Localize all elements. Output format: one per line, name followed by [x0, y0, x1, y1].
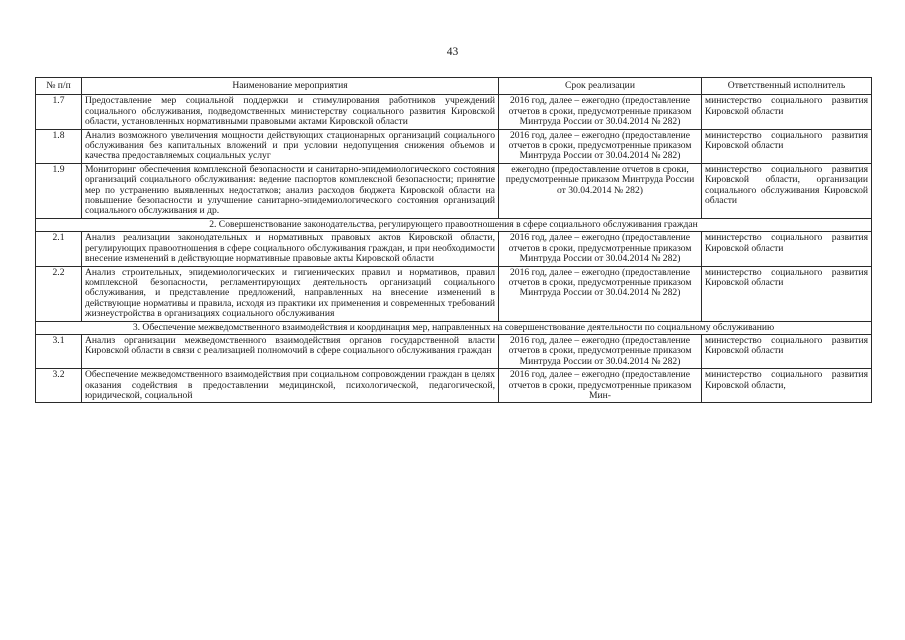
table-row	[36, 266, 872, 321]
row-responsible: министерство социального развития Кировской области	[702, 334, 872, 368]
header-action: Наименование мероприятия	[82, 78, 499, 95]
table-row	[36, 334, 872, 368]
table-header-row	[36, 78, 872, 95]
table-row	[36, 129, 872, 163]
page-number: 43	[446, 46, 459, 58]
table-row	[36, 232, 872, 266]
section-row	[36, 218, 872, 231]
table-row	[36, 163, 872, 218]
section-heading: 2. Совершенствование законодательства, регулирующего правоотношения в сфере социального обслуживания граждан	[36, 218, 872, 231]
row-num: 1.9	[36, 163, 82, 218]
table-row	[36, 95, 872, 129]
row-num: 3.1	[36, 334, 82, 368]
row-action: Анализ строительных, эпидемиологических и гигиенических правил и нормативов, правил комплексной безопасности, регламентирующих деятельность организаций социального обслуживания, и представление предложений, направленных на внесение изменений в действующие нормативы и правила, исходя из практики их применения и современных требований жизнеустройства в организациях социального обслуживания	[82, 266, 499, 321]
row-responsible: министерство социального развития Кировской области	[702, 129, 872, 163]
row-responsible: министерство социального развития Кировской области, организации социального обслуживания Кировской области	[702, 163, 872, 218]
header-num: № п/п	[36, 78, 82, 95]
row-responsible: министерство социального развития Кировской области	[702, 266, 872, 321]
row-term: 2016 год, далее – ежегодно (предоставление отчетов в сроки, предусмотренные приказом Минтруда России от 30.04.2014 № 282)	[499, 266, 702, 321]
row-action: Мониторинг обеспечения комплексной безопасности и санитарно-эпидемиологического состояния организаций социального обслуживания: ведение паспортов комплексной безопасности; принятие мер по устранению выявленных недостатков; анализ расходов бюджета Кировской области на повышение безопасности и улучшение санитарно-эпидемиологического состояния организаций социального обслуживания и др.	[82, 163, 499, 218]
header-responsible: Ответственный исполнитель	[702, 78, 872, 95]
row-num: 2.1	[36, 232, 82, 266]
row-term: 2016 год, далее – ежегодно (предоставление отчетов в сроки, предусмотренные приказом Минтруда России от 30.04.2014 № 282)	[499, 95, 702, 129]
measures-table	[35, 77, 872, 403]
row-term: 2016 год, далее – ежегодно (предоставление отчетов в сроки, предусмотренные приказом Минтруда России от 30.04.2014 № 282)	[499, 334, 702, 368]
row-action: Анализ реализации законодательных и нормативных правовых актов Кировской области, регулирующих правоотношения в сфере социального обслуживания граждан, и при необходимости внесение изменений в действующие нормативные правовые акты Кировской области	[82, 232, 499, 266]
section-heading: 3. Обеспечение межведомственного взаимодействия и координация мер, направленных на совершенствование деятельности по социальному обслуживанию	[36, 321, 872, 334]
row-action: Обеспечение межведомственного взаимодействия при социальном сопровождении граждан в целях оказания содействия в предоставлении медицинской, психологической, педагогической, юридической, социальной	[82, 369, 499, 403]
row-term: ежегодно (предоставление отчетов в сроки, предусмотренные приказом Минтруда России от 30.04.2014 № 282)	[499, 163, 702, 218]
row-term: 2016 год, далее – ежегодно (предоставление отчетов в сроки, предусмотренные приказом Минтруда России от 30.04.2014 № 282)	[499, 129, 702, 163]
row-num: 3.2	[36, 369, 82, 403]
table-row	[36, 369, 872, 403]
header-term: Срок реализации	[499, 78, 702, 95]
section-row	[36, 321, 872, 334]
row-action: Анализ организации межведомственного взаимодействия органов государственной власти Кировской области в связи с реализацией полномочий в сфере социального обслуживания граждан	[82, 334, 499, 368]
row-num: 1.7	[36, 95, 82, 129]
row-action: Предоставление мер социальной поддержки и стимулирования работников учреждений социального обслуживания, подведомственных министерству социального развития Кировской области, установленных нормативными правовыми актами Кировской области	[82, 95, 499, 129]
row-term: 2016 год, далее – ежегодно (предоставление отчетов в сроки, предусмотренные приказом Мин-	[499, 369, 702, 403]
row-num: 2.2	[36, 266, 82, 321]
row-responsible: министерство социального развития Кировской области	[702, 95, 872, 129]
row-responsible: министерство социального развития Кировской области,	[702, 369, 872, 403]
row-responsible: министерство социального развития Кировской области	[702, 232, 872, 266]
row-term: 2016 год, далее – ежегодно (предоставление отчетов в сроки, предусмотренные приказом Минтруда России от 30.04.2014 № 282)	[499, 232, 702, 266]
row-action: Анализ возможного увеличения мощности действующих стационарных организаций социального обслуживания без капитальных вложений и при условии недопущения снижения объемов и качества предоставляемых социальных услуг	[82, 129, 499, 163]
row-num: 1.8	[36, 129, 82, 163]
